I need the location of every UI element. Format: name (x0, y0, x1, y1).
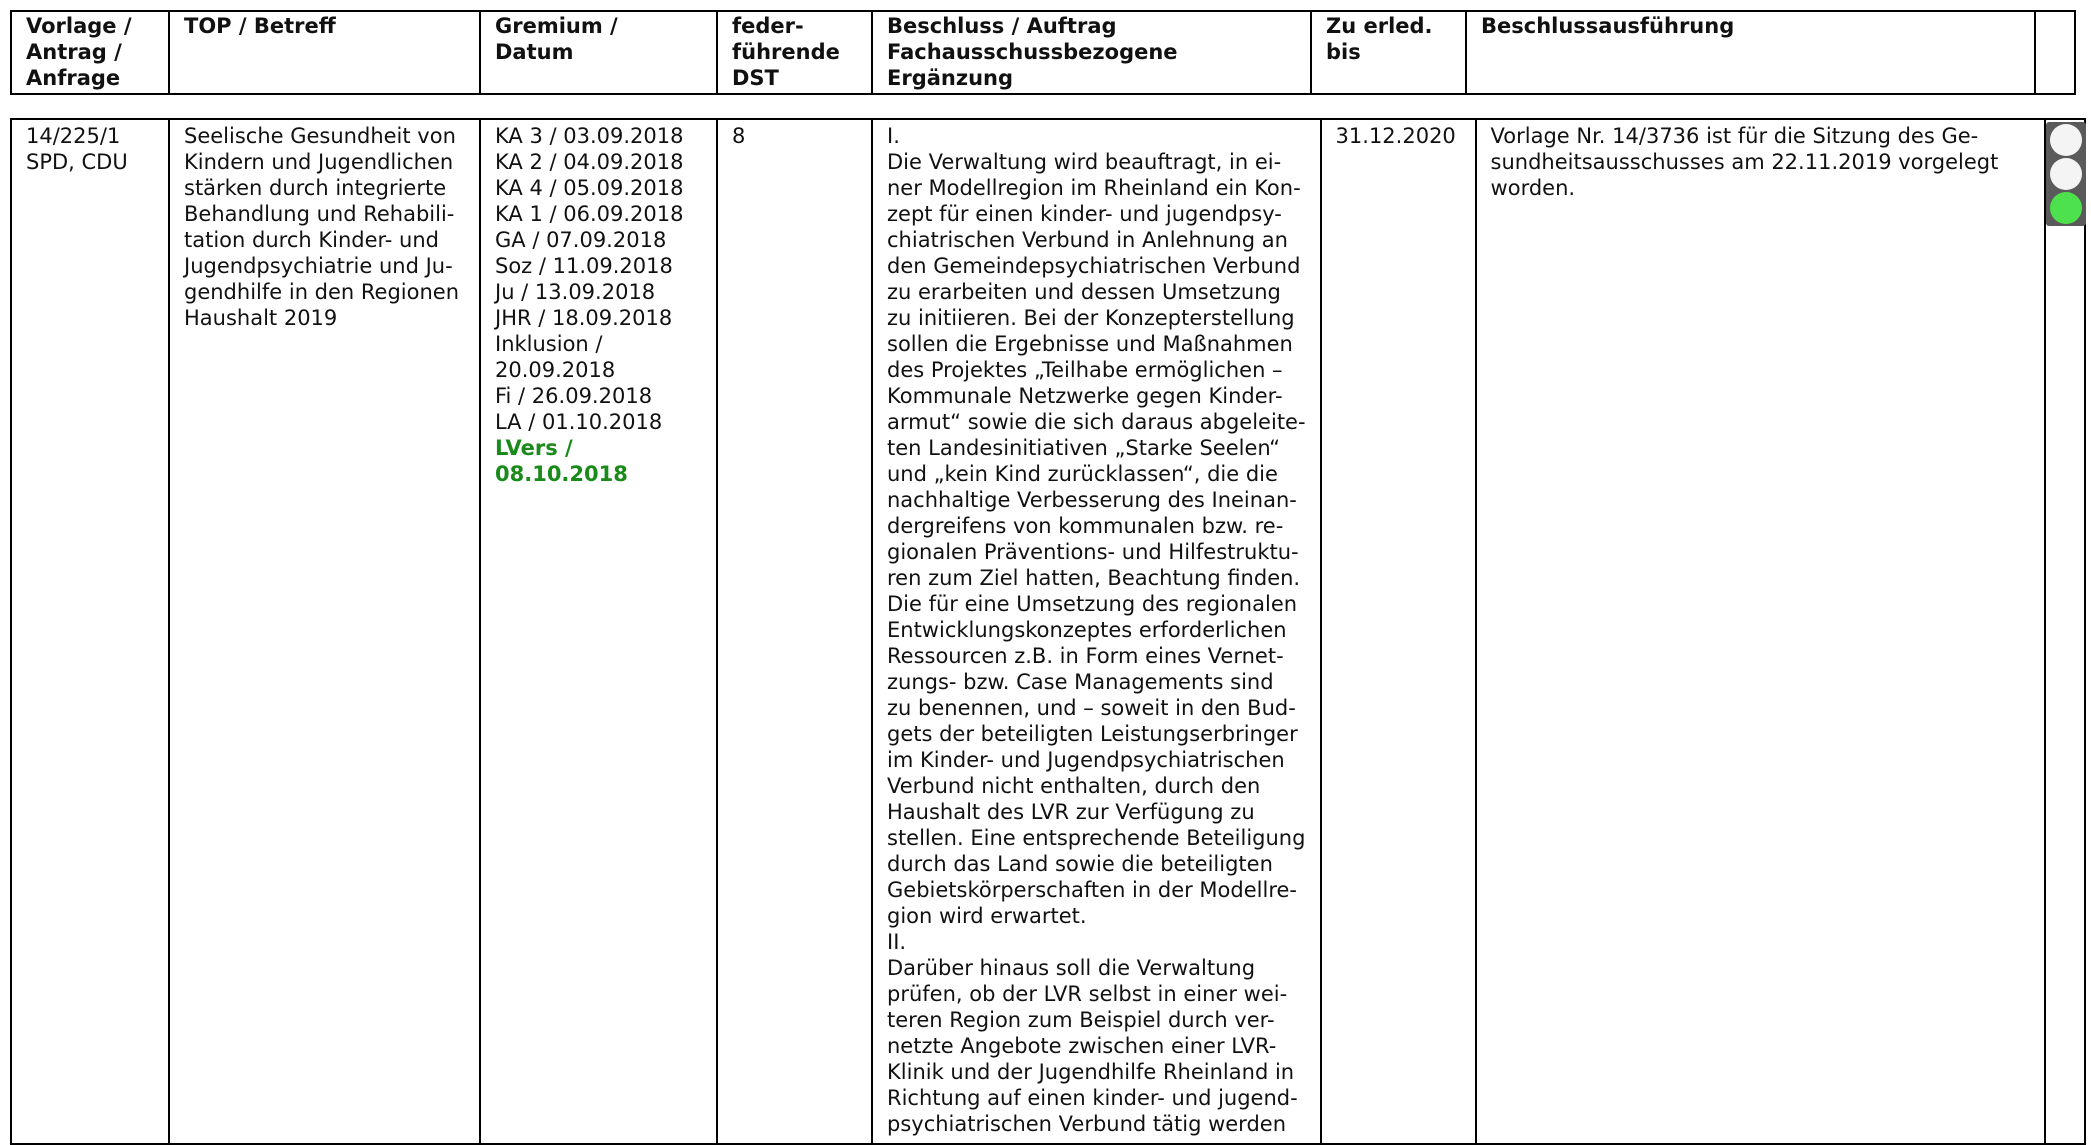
gremium-entry: GA / 07.09.2018 (495, 228, 667, 252)
traffic-light-icon (2046, 122, 2086, 226)
light-green-icon (2050, 192, 2082, 224)
header-dst-line: DST (732, 66, 779, 90)
betreff-line: Behandlung und Rehabili- (184, 202, 455, 226)
beschluss-line: prüfen, ob der LVR selbst in einer wei- (887, 982, 1288, 1006)
beschluss-line: zept für einen kinder- und jugendpsy- (887, 202, 1282, 226)
header-dst-line: führende (732, 40, 840, 64)
betreff-line: Jugendpsychiatrie und Ju- (184, 254, 453, 278)
header-vorlage-line: Antrag / (26, 40, 122, 64)
beschluss-line: I. (887, 124, 900, 148)
header-betreff-line: TOP / Betreff (184, 14, 336, 38)
beschluss-line: stellen. Eine entsprechende Beteiligung (887, 826, 1306, 850)
cell-status (2045, 119, 2085, 1144)
header-erled (1311, 11, 1466, 94)
beschluss-line: chiatrischen Verbund in Anlehnung an (887, 228, 1288, 252)
vorlage-parties: SPD, CDU (26, 150, 128, 174)
beschluss-line: zungs- bzw. Case Managements sind (887, 670, 1274, 694)
beschluss-line: Richtung auf einen kinder- und jugend- (887, 1086, 1298, 1110)
table-row (11, 119, 2085, 1144)
gremium-entry: LA / 01.10.2018 (495, 410, 663, 434)
gremium-entry: Ju / 13.09.2018 (495, 280, 656, 304)
gremium-highlight-date: 08.10.2018 (495, 462, 628, 486)
header-gremium-line: Gremium / (495, 14, 618, 38)
header-beschluss-line: Beschluss / Auftrag (887, 14, 1117, 38)
cell-dst (717, 119, 872, 1144)
ausfuehrung-line: Vorlage Nr. 14/3736 ist für die Sitzung des Ge- (1490, 124, 1979, 148)
beschluss-line: sollen die Ergebnisse und Maßnahmen (887, 332, 1293, 356)
gremium-entry: KA 3 / 03.09.2018 (495, 124, 684, 148)
beschluss-line: Verbund nicht enthalten, durch den (887, 774, 1261, 798)
beschluss-line: psychiatrischen Verbund tätig werden (887, 1112, 1286, 1136)
beschluss-line: Die für eine Umsetzung des regionalen (887, 592, 1298, 616)
ausfuehrung-line: worden. (1490, 176, 1576, 200)
beschluss-line: ner Modellregion im Rheinland ein Kon- (887, 176, 1301, 200)
beschluss-line: nachhaltige Verbesserung des Ineinan- (887, 488, 1297, 512)
beschluss-line: Darüber hinaus soll die Verwaltung (887, 956, 1256, 980)
gremium-entry: Fi / 26.09.2018 (495, 384, 653, 408)
cell-erled (1321, 119, 1476, 1144)
beschluss-line: ren zum Ziel hatten, Beachtung finden. (887, 566, 1301, 590)
cell-gremium (480, 119, 717, 1144)
beschluss-line: gets der beteiligten Leistungserbringer (887, 722, 1298, 746)
dst-value: 8 (732, 124, 746, 148)
header-ausfuehrung (1466, 11, 2035, 94)
header-row (11, 11, 2075, 94)
beschluss-line: gionalen Präventions- und Hilfestruktu- (887, 540, 1299, 564)
gremium-highlight: LVers / (495, 436, 573, 460)
cell-ausfuehrung (1476, 119, 2045, 1144)
cell-betreff (169, 119, 480, 1144)
gremium-entry: KA 4 / 05.09.2018 (495, 176, 684, 200)
cell-vorlage (11, 119, 169, 1144)
header-gremium-line: Datum (495, 40, 574, 64)
betreff-line: Kindern und Jugendlichen (184, 150, 454, 174)
beschluss-line: dergreifens von kommunalen bzw. re- (887, 514, 1284, 538)
beschluss-line: ten Landesinitiativen „Starke Seelen“ (887, 436, 1281, 460)
beschluss-line: zu erarbeiten und dessen Umsetzung (887, 280, 1281, 304)
betreff-line: Seelische Gesundheit von (184, 124, 456, 148)
beschluss-line: Entwicklungskonzeptes erforderlichen (887, 618, 1287, 642)
betreff-line: stärken durch integrierte (184, 176, 447, 200)
beschluss-line: Haushalt des LVR zur Verfügung zu (887, 800, 1255, 824)
beschluss-line: den Gemeindepsychiatrischen Verbund (887, 254, 1301, 278)
beschluss-line: durch das Land sowie die beteiligten (887, 852, 1273, 876)
beschluss-line: Gebietskörperschaften in der Modellre- (887, 878, 1297, 902)
beschluss-line: und „kein Kind zurücklassen“, die die (887, 462, 1278, 486)
gremium-entry: JHR / 18.09.2018 (495, 306, 673, 330)
vorlage-number: 14/225/1 (26, 124, 121, 148)
header-vorlage-line: Anfrage (26, 66, 121, 90)
beschluss-line: teren Region zum Beispiel durch ver- (887, 1008, 1275, 1032)
ausfuehrung-line: sundheitsausschusses am 22.11.2019 vorgelegt (1490, 150, 1999, 174)
header-dst (717, 11, 872, 94)
header-ausfuehrung-line: Beschlussausführung (1481, 14, 1735, 38)
light-off-icon (2050, 124, 2082, 156)
beschluss-line: armut“ sowie die sich daraus abgeleite- (887, 410, 1306, 434)
beschluss-line: Ressourcen z.B. in Form eines Vernet- (887, 644, 1284, 668)
header-dst-line: feder- (732, 14, 804, 38)
header-beschluss (872, 11, 1311, 94)
beschluss-line: im Kinder- und Jugendpsychiatrischen (887, 748, 1285, 772)
beschluss-line: zu benennen, und – soweit in den Bud- (887, 696, 1296, 720)
header-erled-line: Zu erled. (1326, 14, 1433, 38)
light-off-icon (2050, 158, 2082, 190)
beschluss-line: Die Verwaltung wird beauftragt, in ei- (887, 150, 1282, 174)
beschluss-line: gion wird erwartet. (887, 904, 1087, 928)
betreff-line: tation durch Kinder- und (184, 228, 440, 252)
decision-table (10, 118, 2086, 1145)
header-vorlage-line: Vorlage / (26, 14, 132, 38)
header-beschluss-line: Ergänzung (887, 66, 1014, 90)
cell-beschluss (872, 119, 1321, 1144)
gremium-entry: KA 1 / 06.09.2018 (495, 202, 684, 226)
beschluss-line: des Projektes „Teilhabe ermöglichen – (887, 358, 1283, 382)
gremium-entry: Inklusion / (495, 332, 603, 356)
gremium-entry: Soz / 11.09.2018 (495, 254, 673, 278)
gremium-entry: 20.09.2018 (495, 358, 616, 382)
beschluss-line: II. (887, 930, 907, 954)
header-status (2035, 11, 2075, 94)
due-date: 31.12.2020 (1335, 124, 1456, 148)
beschluss-line: Klinik und der Jugendhilfe Rheinland in (887, 1060, 1295, 1084)
header-vorlage (11, 11, 169, 94)
gremium-entry: KA 2 / 04.09.2018 (495, 150, 684, 174)
header-betreff (169, 11, 480, 94)
header-beschluss-line: Fachausschussbezogene (887, 40, 1178, 64)
header-erled-line: bis (1326, 40, 1361, 64)
header-gremium (480, 11, 717, 94)
beschluss-line: Kommunale Netzwerke gegen Kinder- (887, 384, 1283, 408)
beschluss-line: netzte Angebote zwischen einer LVR- (887, 1034, 1277, 1058)
betreff-line: Haushalt 2019 (184, 306, 338, 330)
beschluss-line: zu initiieren. Bei der Konzepterstellung (887, 306, 1295, 330)
header-table (10, 10, 2076, 95)
betreff-line: gendhilfe in den Regionen (184, 280, 460, 304)
